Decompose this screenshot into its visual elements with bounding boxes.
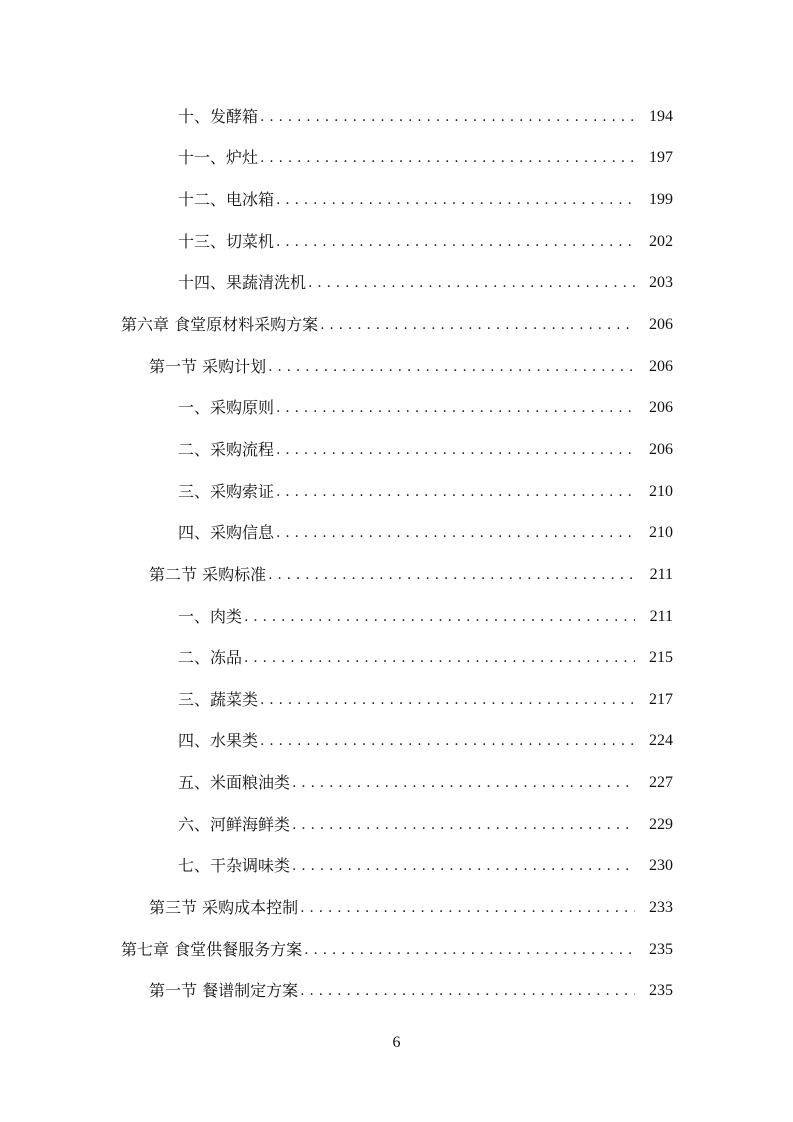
toc-entry-title: 第三节 采购成本控制 [149,897,299,917]
toc-entry-page: 229 [649,815,673,833]
toc-entry-title: 第六章 食堂原材料采购方案 [121,315,319,335]
toc-entry[interactable] [178,596,673,638]
toc-dot-leader [244,607,635,627]
toc-dot-leader [276,523,635,543]
toc-dot-leader [276,190,635,210]
toc-dot-leader [276,398,635,418]
toc-dot-leader [260,148,635,168]
toc-entry[interactable] [178,96,673,138]
toc-entry[interactable] [178,804,673,846]
toc-entry-title: 十一、炉灶 [178,148,259,168]
toc-entry[interactable] [178,512,673,554]
toc-dot-leader [300,898,635,918]
toc-entry-page: 217 [649,690,673,708]
toc-dot-leader [260,107,635,127]
toc-entry-page: 199 [649,191,673,209]
toc-entry-page: 233 [649,898,673,916]
toc-entry[interactable] [178,721,673,763]
toc-entry[interactable] [178,221,673,263]
toc-entry[interactable] [178,471,673,513]
toc-entry[interactable] [178,762,673,804]
toc-dot-leader [276,440,635,460]
toc-dot-leader [276,482,635,502]
toc-entry[interactable] [178,387,673,429]
toc-entry[interactable] [149,346,673,388]
toc-dot-leader [268,357,635,377]
toc-entry-title: 十三、切菜机 [178,231,275,251]
toc-entry-page: 215 [649,649,673,667]
toc-dot-leader [268,565,635,585]
toc-entry-title: 七、干杂调味类 [178,856,291,876]
toc-entry-title: 第一节 采购计划 [149,356,267,376]
page-number: 6 [392,1034,401,1051]
toc-entry-page: 235 [649,982,673,1000]
toc-dot-leader [300,981,635,1001]
toc-entry[interactable] [149,970,673,1012]
toc-entry[interactable] [178,263,673,305]
toc-entry-page: 211 [649,607,673,625]
toc-entry-page: 227 [649,774,673,792]
toc-entry-title: 三、蔬菜类 [178,689,259,709]
toc-entry[interactable] [178,679,673,721]
toc-entry[interactable] [121,929,673,971]
toc-dot-leader [304,940,635,960]
toc-dot-leader [292,856,635,876]
toc-entry-title: 二、采购流程 [178,439,275,459]
toc-entry-title: 二、冻品 [178,648,243,668]
toc-entry-title: 十四、果蔬清洗机 [178,273,307,293]
toc-entry-page: 235 [649,940,673,958]
toc-entry-page: 210 [649,482,673,500]
toc-dot-leader [292,773,635,793]
toc-entry-page: 197 [649,149,673,167]
toc-entry[interactable] [149,887,673,929]
toc-entry-page: 206 [649,357,673,375]
toc-dot-leader [308,273,635,293]
toc-entry[interactable] [178,429,673,471]
toc-entry-title: 第七章 食堂供餐服务方案 [121,939,303,959]
toc-entry-title: 十二、电冰箱 [178,190,275,210]
toc-entry[interactable] [178,846,673,888]
toc-entry-title: 五、米面粮油类 [178,773,291,793]
toc-entry-title: 四、采购信息 [178,523,275,543]
toc-entry-page: 210 [649,524,673,542]
toc-entry-title: 三、采购索证 [178,481,275,501]
toc-entry[interactable] [121,304,673,346]
toc-entry[interactable] [178,637,673,679]
toc-entry-title: 第二节 采购标准 [149,564,267,584]
toc-entry-page: 206 [649,399,673,417]
toc-entry-title: 第一节 餐谱制定方案 [149,981,299,1001]
table-of-contents [0,96,793,1012]
toc-entry[interactable] [149,554,673,596]
toc-entry-page: 230 [649,857,673,875]
toc-dot-leader [276,232,635,252]
toc-entry[interactable] [178,179,673,221]
toc-dot-leader [260,690,635,710]
toc-entry-title: 一、采购原则 [178,398,275,418]
toc-entry-page: 203 [649,274,673,292]
toc-dot-leader [260,731,635,751]
toc-entry-page: 211 [649,565,673,583]
toc-entry-page: 206 [649,316,673,334]
toc-entry-page: 194 [649,107,673,125]
toc-entry[interactable] [178,138,673,180]
toc-dot-leader [320,315,635,335]
toc-dot-leader [244,648,635,668]
toc-entry-title: 十、发酵箱 [178,106,259,126]
toc-entry-title: 六、河鲜海鲜类 [178,814,291,834]
toc-entry-title: 一、肉类 [178,606,243,626]
toc-dot-leader [292,815,635,835]
toc-entry-page: 224 [649,732,673,750]
toc-entry-page: 202 [649,232,673,250]
toc-entry-title: 四、水果类 [178,731,259,751]
toc-entry-page: 206 [649,440,673,458]
